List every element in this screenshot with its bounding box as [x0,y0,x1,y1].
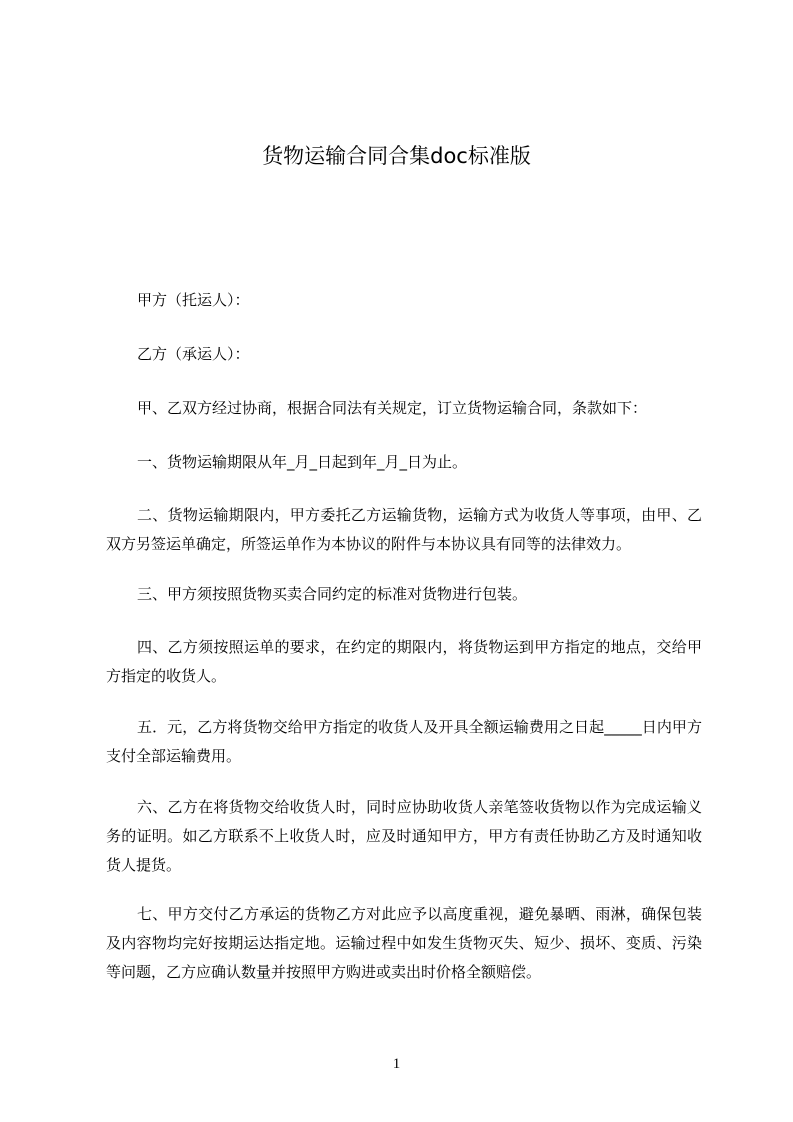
preamble-paragraph: 甲、乙双方经过协商，根据合同法有关规定，订立货物运输合同，条款如下： [137,399,648,417]
party-a-line: 甲方（托运人）： [137,291,250,309]
clause-1: 一、货物运输期限从年_月_日起到年_月_日为止。 [137,453,468,471]
party-b-line: 乙方（承运人）： [137,345,250,363]
clause-2: 二、货物运输期限内，甲方委托乙方运输货物，运输方式为收货人等事项，由甲、乙双方另签运单确定，所签运单作为本协议的附件与本协议具有同等的法律效力。 [106,506,702,553]
clause-6: 六、乙方在将货物交给收货人时，同时应协助收货人亲笔签收货物以作为完成运输义务的证明。如乙方联系不上收货人时，应及时通知甲方，甲方有责任协助乙方及时通知收货人提货。 [106,798,702,874]
clause-3: 三、甲方须按照货物买卖合同约定的标准对货物进行包装。 [137,585,528,603]
clause-4: 四、乙方须按照运单的要求，在约定的期限内，将货物运到甲方指定的地点，交给甲方指定的收货人。 [106,638,702,685]
document-title: 货物运输合同合集doc标准版 [262,144,531,168]
clause-7: 七、甲方交付乙方承运的货物乙方对此应予以高度重视，避免暴晒、雨淋，确保包装及内容物均完好按期运达指定地。运输过程中如发生货物灭失、短少、损坏、变质、污染等问题，乙方应确认数量并按照甲方购进或卖出时价格全额赔偿。 [106,905,702,981]
page-number: 1 [392,1056,401,1072]
clause-5: 五．元，乙方将货物交给甲方指定的收货人及开具全额运输费用之日起_____日内甲方支付全部运输费用。 [106,718,702,765]
